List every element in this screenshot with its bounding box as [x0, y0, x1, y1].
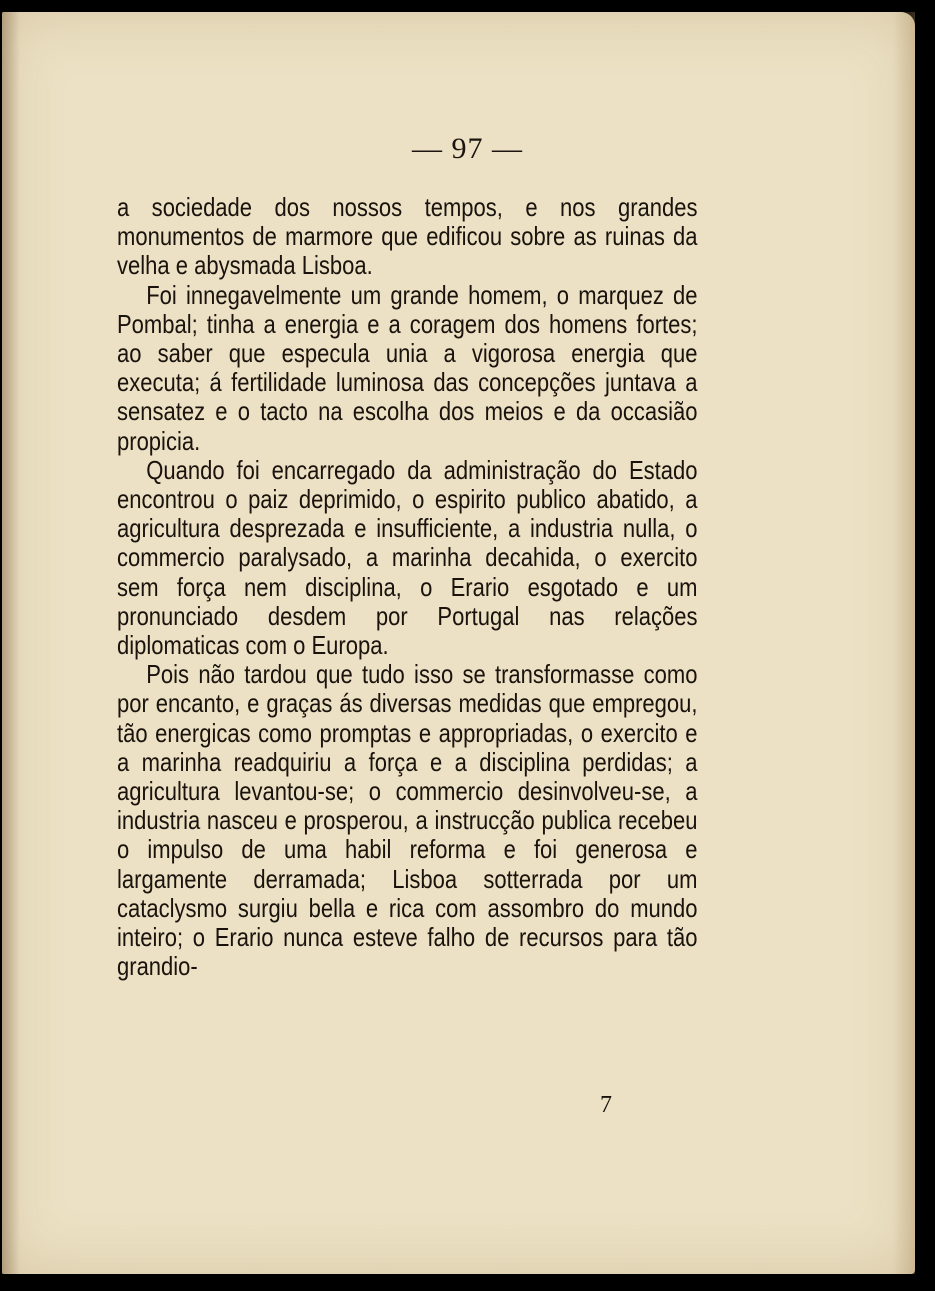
body-text [117, 194, 698, 982]
page-edge [893, 12, 915, 1274]
spine-shadow [2, 12, 20, 1274]
signature-mark: 7 [600, 1092, 612, 1118]
paragraph-2: Foi innegavelmente um grande homem, o marquez de Pombal; tinha a energia e a coragem dos homens fortes; ao saber que especula unia a vigorosa energia que executa; á fertilidade luminosa das concepções juntava a sensatez e o tacto na escolha dos meios e da occasião propicia. [117, 281, 698, 456]
paragraph-3: Quando foi encarregado da administração do Estado encontrou o paiz deprimido, o espirito publico abatido, a agricultura desprezada e insufficiente, a industria nulla, o commercio paralysado, a marinha decahida, o exercito sem força nem disciplina, o Erario esgotado e um pronunciado desdem por Portugal nas relações diplomaticas com o Europa. [117, 456, 698, 661]
page-number-header: — 97 — [412, 132, 523, 165]
paragraph-1: a sociedade dos nossos tempos, e nos grandes monumentos de marmore que edificou sobre as ruinas da velha e abysmada Lisboa. [117, 194, 698, 281]
paragraph-4: Pois não tardou que tudo isso se transformasse como por encanto, e graças ás diversas medidas que empregou, tão energicas como promptas e appropriadas, o exercito e a marinha readquiriu a força e a disciplina perdidas; a agricultura levantou-se; o commercio desinvolveu-se, a industria nasceu e prosperou, a instrucção publica recebeu o impulso de uma habil reforma e foi generosa e largamente derramada; Lisboa sotterrada por um cataclysmo surgiu bella e rica com assombro do mundo inteiro; o Erario nunca esteve falho de recursos para tão grandio- [117, 661, 698, 982]
